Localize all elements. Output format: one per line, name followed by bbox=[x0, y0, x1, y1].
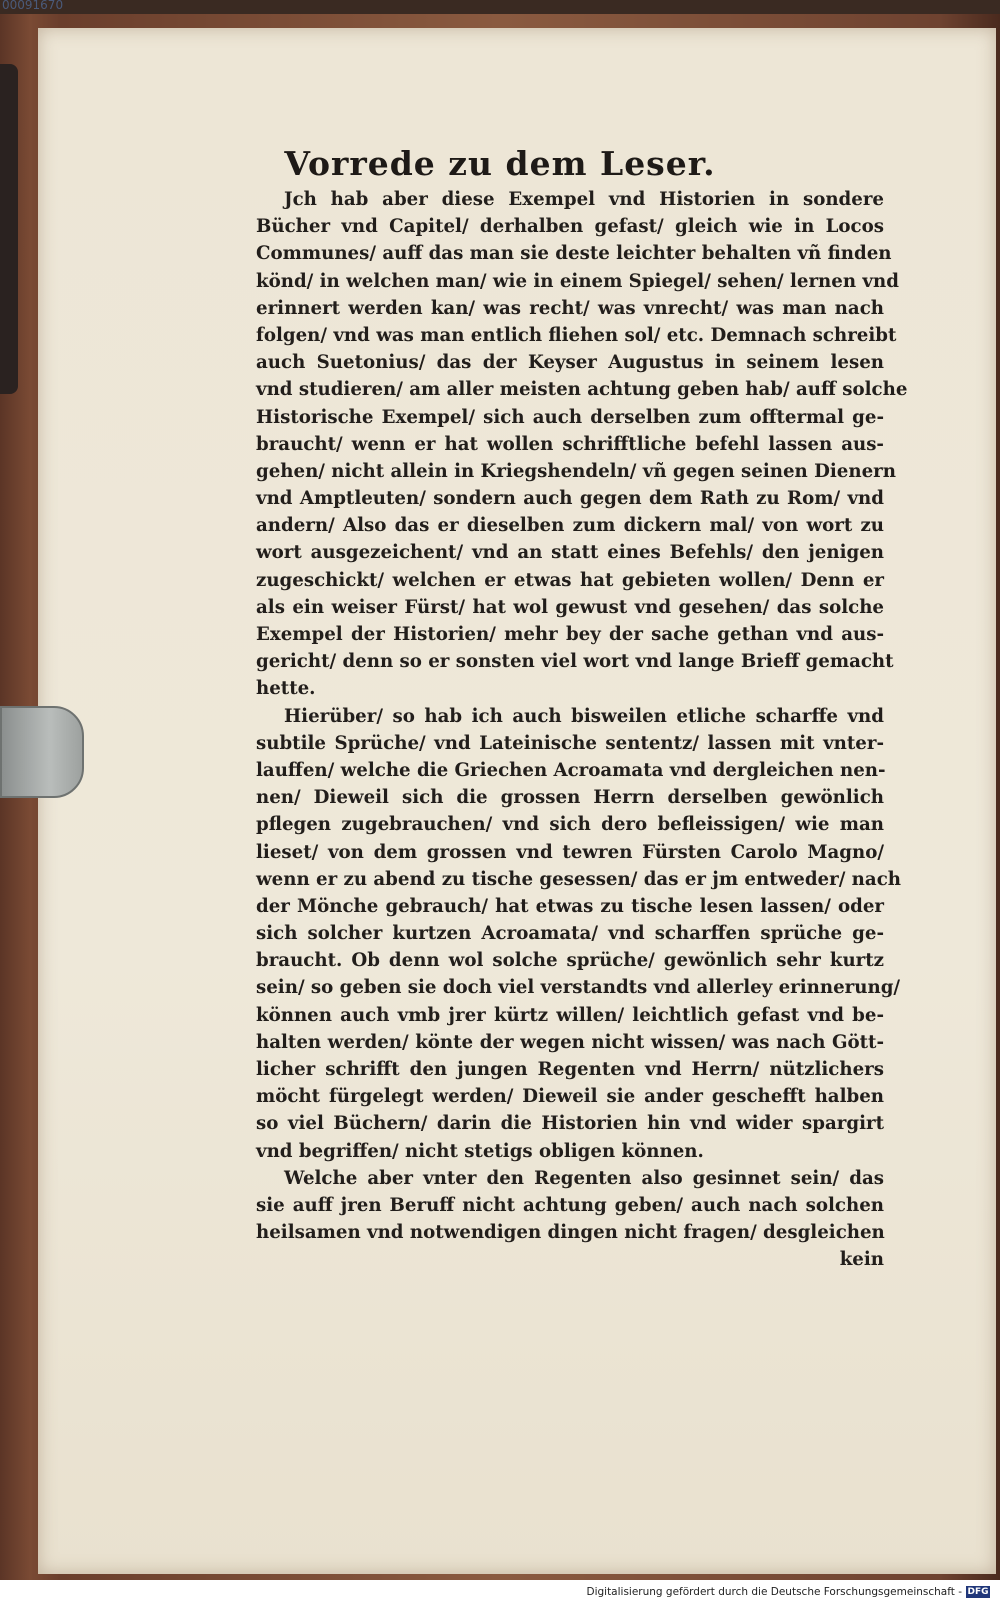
text-line: können auch vmb jrer kürtz willen/ leichtlich gefast vnd be- bbox=[256, 1004, 884, 1026]
text-line: gericht/ denn so er sonsten viel wort vnd lange Brieff gemacht bbox=[256, 651, 894, 673]
text-line: lieset/ von dem grossen vnd tewren Fürsten Carolo Magno/ bbox=[256, 841, 884, 863]
footer-credit-text: Digitalisierung gefördert durch die Deutsche Forschungsgemeinschaft - bbox=[586, 1586, 962, 1598]
text-line: Exempel der Historien/ mehr bey der sache gethan vnd aus- bbox=[256, 624, 884, 645]
text-line: der Mönche gebrauch/ hat etwas zu tische lesen lassen/ oder bbox=[256, 895, 884, 917]
text-line: als ein weiser Fürst/ hat wol gewust vnd gesehen/ das solche bbox=[256, 596, 884, 618]
text-line: Hierüber/ so hab ich auch bisweilen etliche scharffe vnd bbox=[284, 705, 884, 727]
text-line: nen/ Dieweil sich die grossen Herrn derselben gewönlich bbox=[256, 787, 884, 809]
text-line: wort ausgezeichent/ vnd an statt eines Befehls/ den jenigen bbox=[256, 542, 884, 564]
text-line: pflegen zugebrauchen/ vnd sich dero befleissigen/ wie man bbox=[256, 814, 884, 836]
text-line: könd/ in welchen man/ wie in einem Spiegel/ sehen/ lernen vnd bbox=[256, 270, 899, 292]
text-line: braucht/ wenn er hat wollen schrifftliche befehl lassen aus- bbox=[256, 433, 884, 455]
catchword: kein bbox=[839, 1249, 884, 1271]
text-line: subtile Sprüche/ vnd Lateinische sententz/ lassen mit vnter- bbox=[256, 732, 884, 754]
dfg-logo: DFG bbox=[967, 1587, 989, 1597]
text-line: Bücher vnd Capitel/ derhalben gefast/ gleich wie in Locos bbox=[256, 216, 884, 238]
text-line: möcht fürgelegt werden/ Dieweil sie ander geschefft halben bbox=[256, 1086, 884, 1108]
text-line: hette. bbox=[256, 678, 316, 700]
footer-credit bbox=[586, 1586, 990, 1598]
book-clasp bbox=[0, 64, 18, 394]
text-line: vnd begriffen/ nicht stetigs obligen können. bbox=[256, 1140, 704, 1162]
text-line: auch Suetonius/ das der Keyser Augustus in seinem lesen bbox=[256, 352, 884, 374]
text-line: andern/ Also das er dieselben zum dickern mal/ von wort zu bbox=[256, 515, 884, 537]
text-line: Communes/ auff das man sie deste leichter behalten vñ finden bbox=[256, 243, 892, 265]
text-line: braucht. Ob denn wol solche sprüche/ gewönlich sehr kurtz bbox=[256, 950, 884, 972]
text-line: Welche aber vnter den Regenten also gesinnet sein/ das bbox=[284, 1167, 884, 1189]
page-heading: Vorrede zu dem Leser. bbox=[284, 144, 716, 183]
text-line: so viel Büchern/ darin die Historien hin vnd wider spargirt bbox=[256, 1113, 884, 1135]
shelfmark: 00091670 bbox=[2, 0, 64, 12]
text-line: sie auff jren Beruff nicht achtung geben/ auch nach solchen bbox=[256, 1194, 884, 1216]
text-line: gehen/ nicht allein in Kriegshendeln/ vñ gegen seinen Dienern bbox=[256, 460, 896, 482]
text-line: wenn er zu abend zu tische gesessen/ das er jm entweder/ nach bbox=[256, 868, 901, 890]
text-line: lauffen/ welche die Griechen Acroamata vnd dergleichen nen- bbox=[256, 759, 886, 781]
text-line: sich solcher kurtzen Acroamata/ vnd scharffen sprüche ge- bbox=[256, 923, 884, 945]
text-line: Historische Exempel/ sich auch derselben zum offtermal ge- bbox=[256, 406, 884, 428]
text-line: halten werden/ könte der wegen nicht wissen/ was nach Gött- bbox=[256, 1031, 884, 1053]
book-ribbon bbox=[0, 706, 84, 798]
text-line: zugeschickt/ welchen er etwas hat gebieten wollen/ Denn er bbox=[256, 569, 884, 591]
text-block bbox=[256, 186, 908, 1274]
text-line: erinnert werden kan/ was recht/ was vnrecht/ was man nach bbox=[256, 297, 884, 319]
text-line: sein/ so geben sie doch viel verstandts vnd allerley erinnerung/ bbox=[256, 977, 901, 999]
text-line: folgen/ vnd was man entlich fliehen sol/ etc. Demnach schreibt bbox=[256, 324, 897, 346]
text-line: heilsamen vnd notwendigen dingen nicht fragen/ desgleichen bbox=[256, 1222, 885, 1244]
text-line: vnd studieren/ am aller meisten achtung geben hab/ auff solche bbox=[256, 379, 908, 401]
text-line: vnd Amptleuten/ sondern auch gegen dem Rath zu Rom/ vnd bbox=[256, 488, 884, 510]
text-line: licher schrifft den jungen Regenten vnd Herrn/ nützlichers bbox=[256, 1059, 884, 1080]
text-line: Jch hab aber diese Exempel vnd Historien in sondere bbox=[284, 189, 884, 210]
